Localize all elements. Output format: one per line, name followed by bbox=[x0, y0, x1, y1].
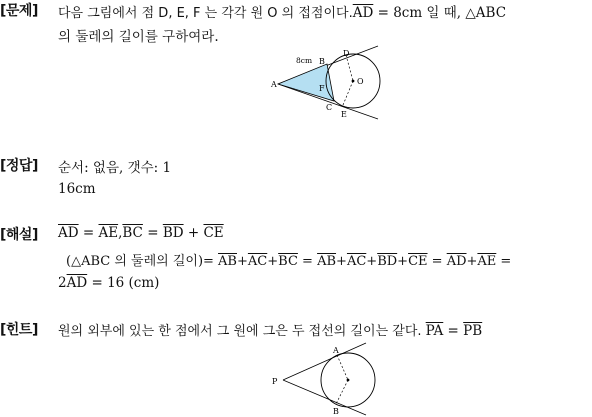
tangent-line-pa bbox=[283, 343, 366, 380]
math-text: + bbox=[397, 254, 409, 269]
segment-ac: $\overline{AC}$ bbox=[346, 254, 367, 269]
math-text: + bbox=[366, 254, 378, 269]
center-o-dot bbox=[352, 80, 355, 83]
point-p-label: P bbox=[272, 377, 278, 386]
explanation-line3 bbox=[58, 275, 159, 291]
math-text: + bbox=[183, 225, 204, 241]
point-f-label: F bbox=[319, 84, 325, 93]
point-o-label: O bbox=[357, 77, 364, 86]
segment-ad: $\overline{AD}$ bbox=[352, 5, 374, 21]
segment-ac: $\overline{AC}$ bbox=[247, 254, 268, 269]
math-text: + bbox=[336, 254, 347, 269]
hint-sentence: 원의 외부에 있는 한 점에서 그 원에 그은 두 접선의 길이는 같다. bbox=[58, 324, 426, 339]
segment-bc: $\overline{BC}$ bbox=[278, 254, 298, 269]
segment-pa: $\overline{PA}$ bbox=[425, 323, 444, 339]
segment-ad: $\overline{AD}$ bbox=[446, 254, 467, 269]
radius-ob bbox=[336, 380, 348, 404]
answer-label: [정답] bbox=[0, 158, 38, 174]
hint-text bbox=[58, 320, 482, 339]
segment-bd: $\overline{BD}$ bbox=[162, 225, 184, 241]
hint-label: [힌트] bbox=[0, 322, 38, 338]
segment-ae: $\overline{AE}$ bbox=[98, 225, 119, 241]
problem-text-part1: 다음 그림에서 점 D, E, F 는 각각 원 O 의 접점이다. bbox=[58, 6, 353, 21]
segment-ae: $\overline{AE}$ bbox=[477, 254, 497, 269]
answer-value: 16cm bbox=[58, 181, 96, 197]
problem-text-line2: 의 둘레의 길이를 구하여라. bbox=[58, 29, 219, 45]
math-text: + bbox=[267, 254, 279, 269]
segment-ad: $\overline{AD}$ bbox=[66, 275, 88, 291]
math-text: , bbox=[118, 225, 123, 241]
segment-ce: $\overline{CE}$ bbox=[203, 225, 224, 241]
explanation-label: [해설] bbox=[0, 227, 38, 243]
math-text: (△ABC 의 둘레의 길이)= bbox=[66, 254, 219, 269]
problem-label: [문제] bbox=[0, 3, 38, 19]
point-d-label: D bbox=[343, 49, 350, 58]
answer-meta: 순서: 없음, 갯수: 1 bbox=[58, 160, 172, 176]
math-text: = bbox=[78, 225, 99, 241]
segment-pb: $\overline{PB}$ bbox=[463, 323, 483, 339]
radius-oa bbox=[337, 355, 348, 380]
problem-text-line1 bbox=[58, 1, 506, 21]
problem-figure bbox=[268, 44, 383, 120]
point-a-hint-label: A bbox=[333, 346, 339, 355]
segment-bc: $\overline{BC}$ bbox=[122, 225, 143, 241]
math-text: = bbox=[427, 254, 447, 269]
segment-ce: $\overline{CE}$ bbox=[408, 254, 428, 269]
math-text: = 16 (cm) bbox=[87, 275, 160, 291]
hint-center-dot bbox=[347, 379, 350, 382]
segment-bd: $\overline{BD}$ bbox=[377, 254, 398, 269]
point-a-label: A bbox=[271, 80, 277, 89]
radius-od bbox=[346, 55, 353, 81]
point-b-label: B bbox=[319, 57, 325, 66]
segment-ab: $\overline{AB}$ bbox=[317, 254, 337, 269]
hint-figure bbox=[270, 341, 380, 417]
point-b-hint-label: B bbox=[333, 407, 339, 416]
segment-ad: $\overline{AD}$ bbox=[58, 225, 79, 241]
radius-oe bbox=[343, 81, 353, 105]
explanation-line1 bbox=[58, 225, 224, 241]
math-text: = bbox=[496, 254, 512, 269]
math-text: = bbox=[297, 254, 318, 269]
point-c-label: C bbox=[326, 103, 333, 112]
math-text: + bbox=[466, 254, 478, 269]
math-text: = bbox=[142, 225, 163, 241]
hint-equals: = bbox=[443, 323, 464, 339]
problem-text-part2: = 8cm 일 때, △ABC bbox=[373, 5, 507, 21]
length-8cm-label: 8cm bbox=[296, 56, 313, 65]
math-text: + bbox=[237, 254, 248, 269]
math-text: 2 bbox=[58, 275, 67, 291]
point-e-label: E bbox=[341, 110, 347, 119]
tangent-line-pb bbox=[283, 380, 366, 415]
explanation-line2 bbox=[66, 250, 511, 269]
segment-ab: $\overline{AB}$ bbox=[218, 254, 237, 269]
